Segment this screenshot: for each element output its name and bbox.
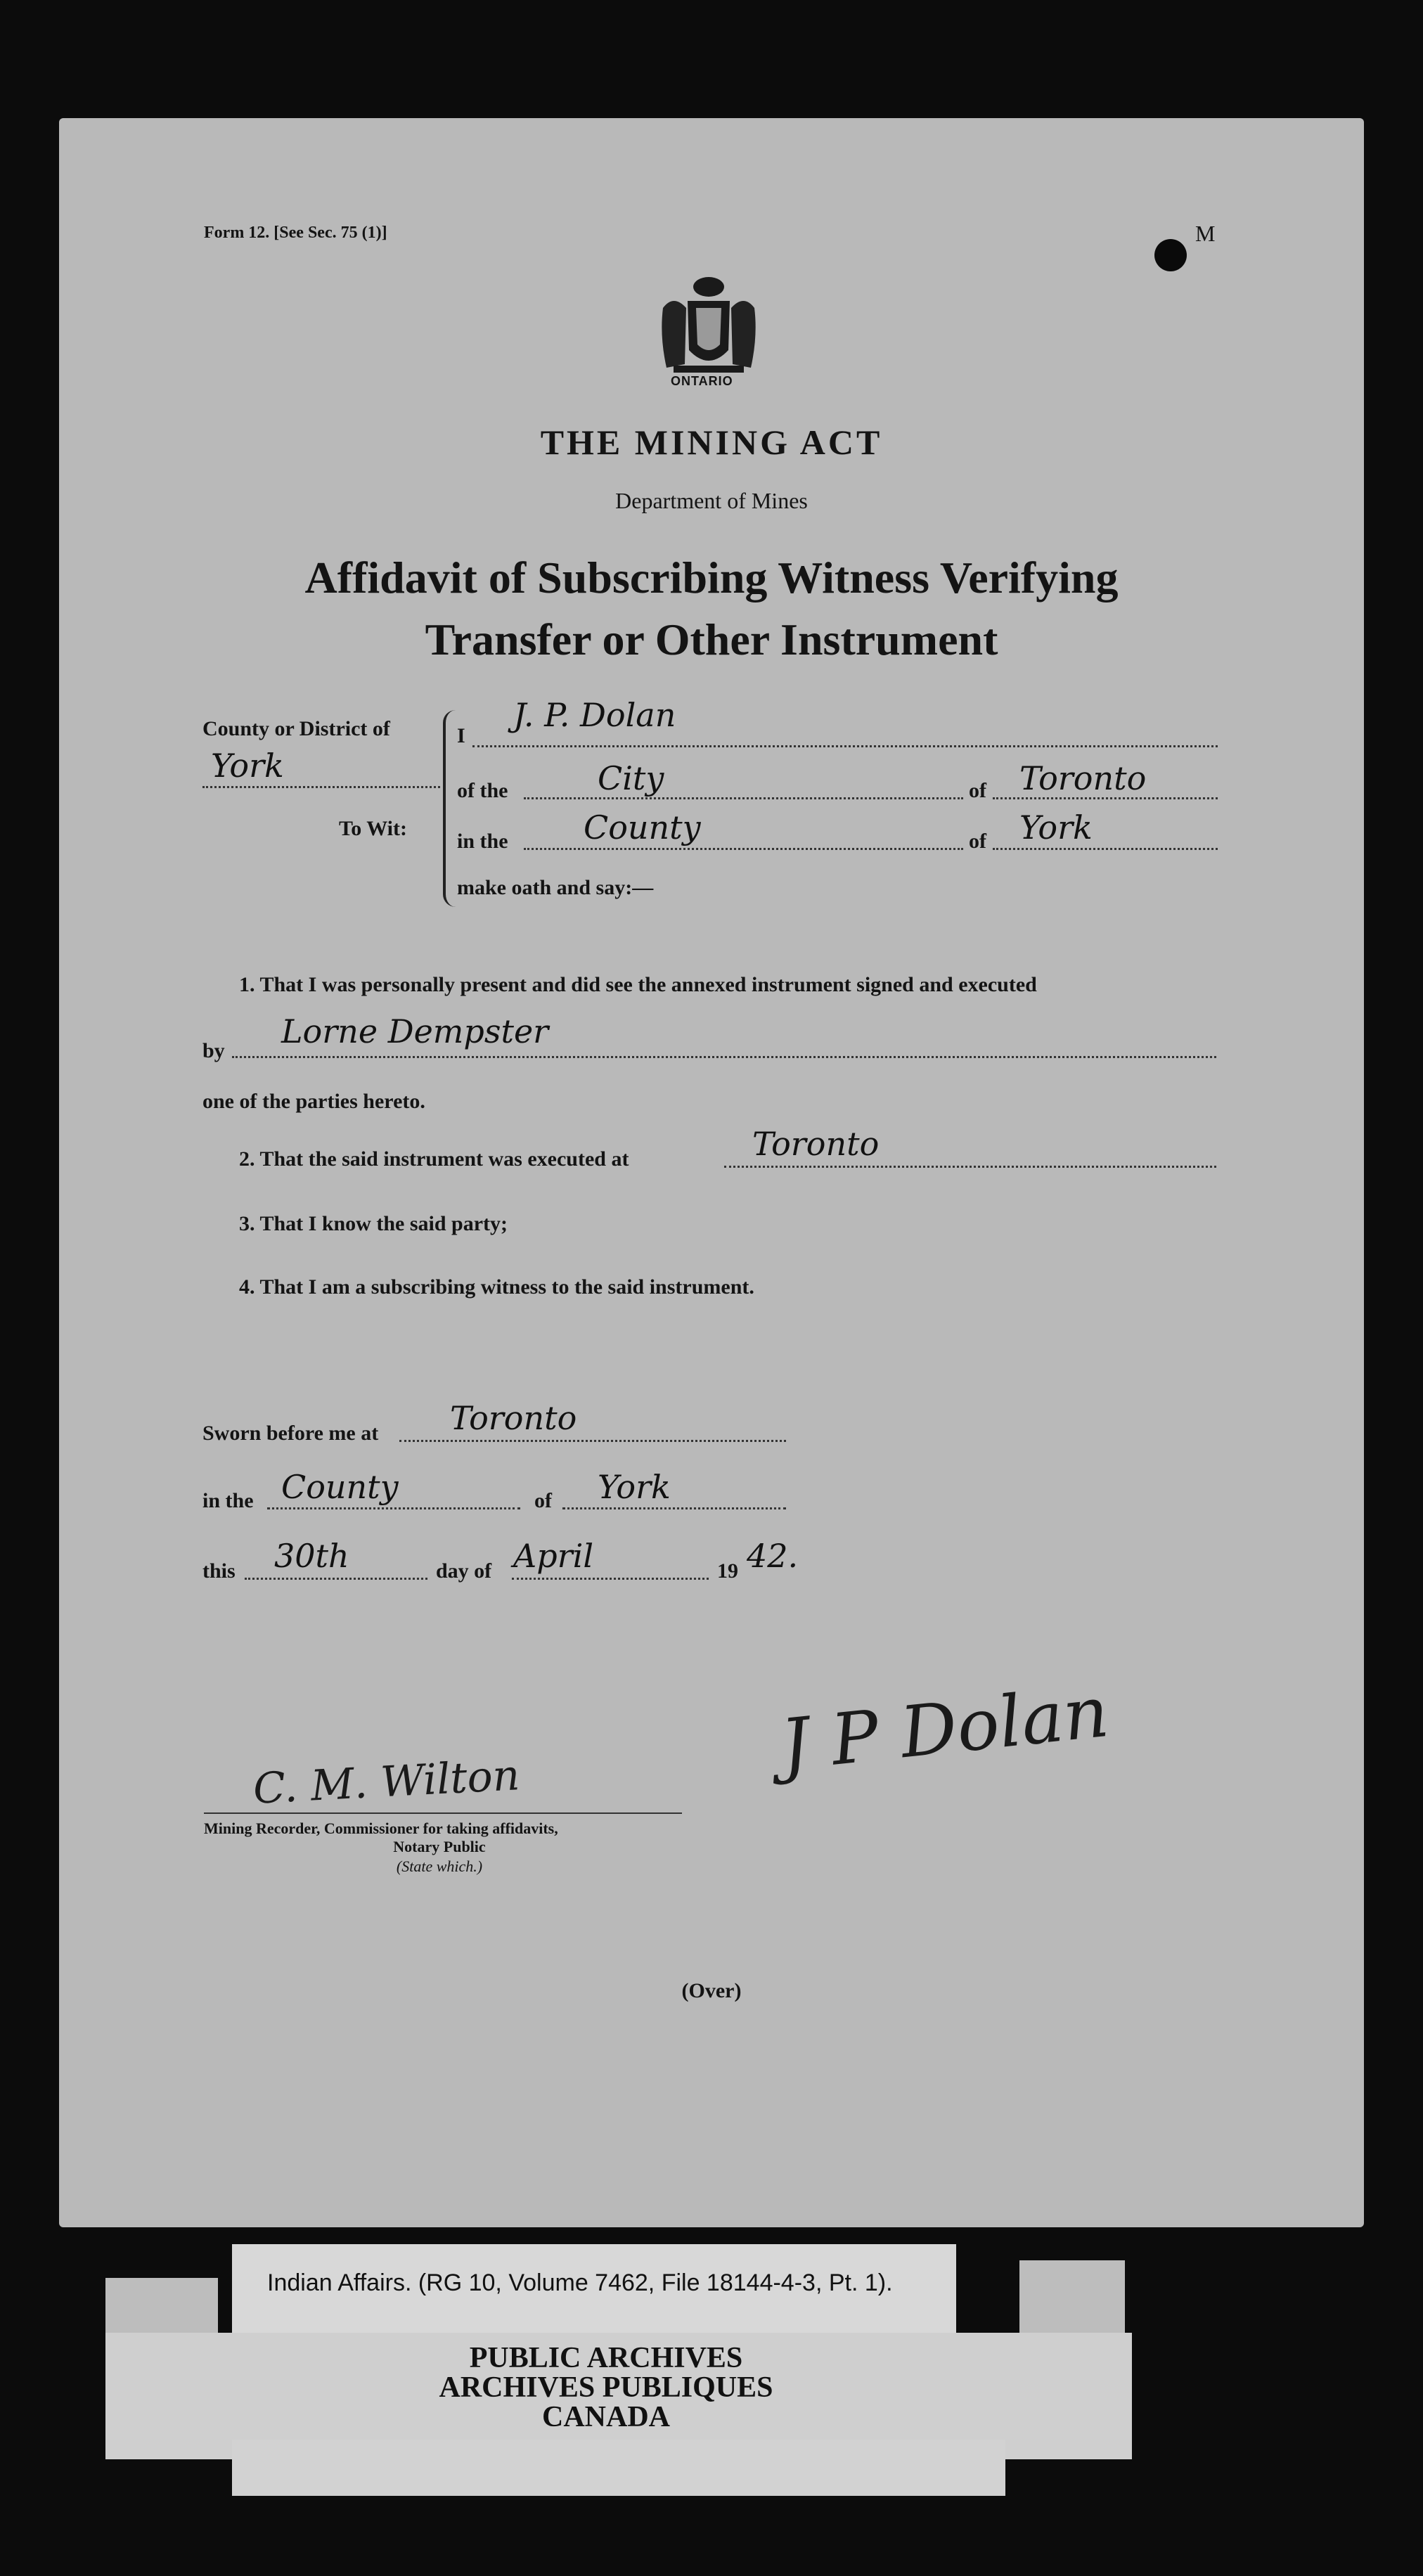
paragraph-1: 1. That I was personally present and did see the annexed instrument signed and executed (239, 973, 1037, 996)
title-line-1: Affidavit of Subscribing Witness Verifying (304, 553, 1119, 603)
act-title: THE MINING ACT (540, 423, 883, 462)
county-value: York (211, 747, 284, 785)
year-value: 42. (747, 1537, 799, 1575)
paragraph-2: 2. That the said instrument was executed at (239, 1147, 629, 1171)
in-the-label: in the (457, 830, 508, 853)
deponent-name: J. P. Dolan (513, 696, 676, 734)
oath-text: make oath and say:— (457, 876, 654, 899)
form-number: Form 12. [See Sec. 75 (1)] (204, 224, 387, 242)
commissioner-signature: C. M. Wilton (252, 1751, 521, 1814)
sworn-label: Sworn before me at (202, 1422, 379, 1445)
this-label: this (202, 1559, 236, 1583)
day-value: 30th (274, 1537, 349, 1575)
year-prefix: 19 (717, 1559, 738, 1583)
commissioner-line (204, 1812, 682, 1814)
of2-label: of (969, 830, 986, 853)
commissioner-caption-1: Mining Recorder, Commissioner for taking affidavits, (204, 1820, 558, 1837)
of-line (993, 797, 1218, 799)
stamp-line-3: CANADA (542, 2401, 670, 2433)
jurat-in-the-value: County (281, 1468, 399, 1506)
in-the-value: County (584, 809, 701, 846)
ontario-crest-icon (645, 266, 772, 392)
commissioner-caption-3: (State which.) (396, 1857, 483, 1875)
p1-by-label: by (202, 1039, 225, 1062)
of2-value: York (1019, 809, 1093, 846)
over-text: (Over) (681, 1979, 742, 2002)
to-wit-label: To Wit: (339, 817, 407, 840)
archive-tag-lower (232, 2440, 1005, 2496)
punch-hole (1154, 239, 1187, 271)
stamp-line-2: ARCHIVES PUBLIQUES (439, 2371, 773, 2404)
month-line (512, 1578, 709, 1580)
county-line (202, 786, 440, 788)
of-value: Toronto (1019, 759, 1147, 797)
jurat-in-the-label: in the (202, 1489, 254, 1512)
department: Department of Mines (615, 488, 808, 513)
p2-value: Toronto (752, 1125, 880, 1163)
archive-reference: Indian Affairs. (RG 10, Volume 7462, File 18144-4-3, Pt. 1). (267, 2269, 893, 2296)
p1-by-value: Lorne Dempster (281, 1012, 549, 1050)
crest-caption: ONTARIO (671, 374, 733, 388)
of-the-value: City (598, 759, 664, 797)
corner-letter: M (1195, 221, 1216, 246)
title-line-2: Transfer or Other Instrument (425, 614, 998, 664)
of2-line (993, 848, 1218, 850)
of-label: of (969, 779, 986, 802)
of-the-line (524, 797, 963, 799)
jurat-in-line (267, 1507, 520, 1509)
jurat-of-line (562, 1507, 786, 1509)
p1-tail: one of the parties hereto. (202, 1090, 425, 1113)
jurat-of-label: of (534, 1489, 552, 1512)
in-the-line (524, 848, 963, 850)
commissioner-caption-2: Notary Public (393, 1838, 486, 1855)
paragraph-4: 4. That I am a subscribing witness to the said instrument. (239, 1275, 754, 1299)
i-label: I (457, 724, 465, 747)
county-label: County or District of (202, 717, 390, 740)
venue-brace (443, 710, 456, 907)
of-the-label: of the (457, 779, 508, 802)
day-of-label: day of (436, 1559, 492, 1583)
p2-line (724, 1166, 1216, 1168)
sworn-line (399, 1440, 786, 1442)
paragraph-3: 3. That I know the said party; (239, 1212, 508, 1235)
jurat-of-value: York (598, 1468, 671, 1506)
document-title (0, 547, 1423, 671)
day-line (245, 1578, 427, 1580)
p1-by-line (232, 1056, 1216, 1058)
sworn-value: Toronto (450, 1399, 577, 1437)
name-line (472, 745, 1218, 747)
month-value: April (513, 1537, 594, 1575)
stamp-line-1: PUBLIC ARCHIVES (469, 2342, 743, 2374)
deponent-signature: J P Dolan (777, 1670, 1113, 1787)
